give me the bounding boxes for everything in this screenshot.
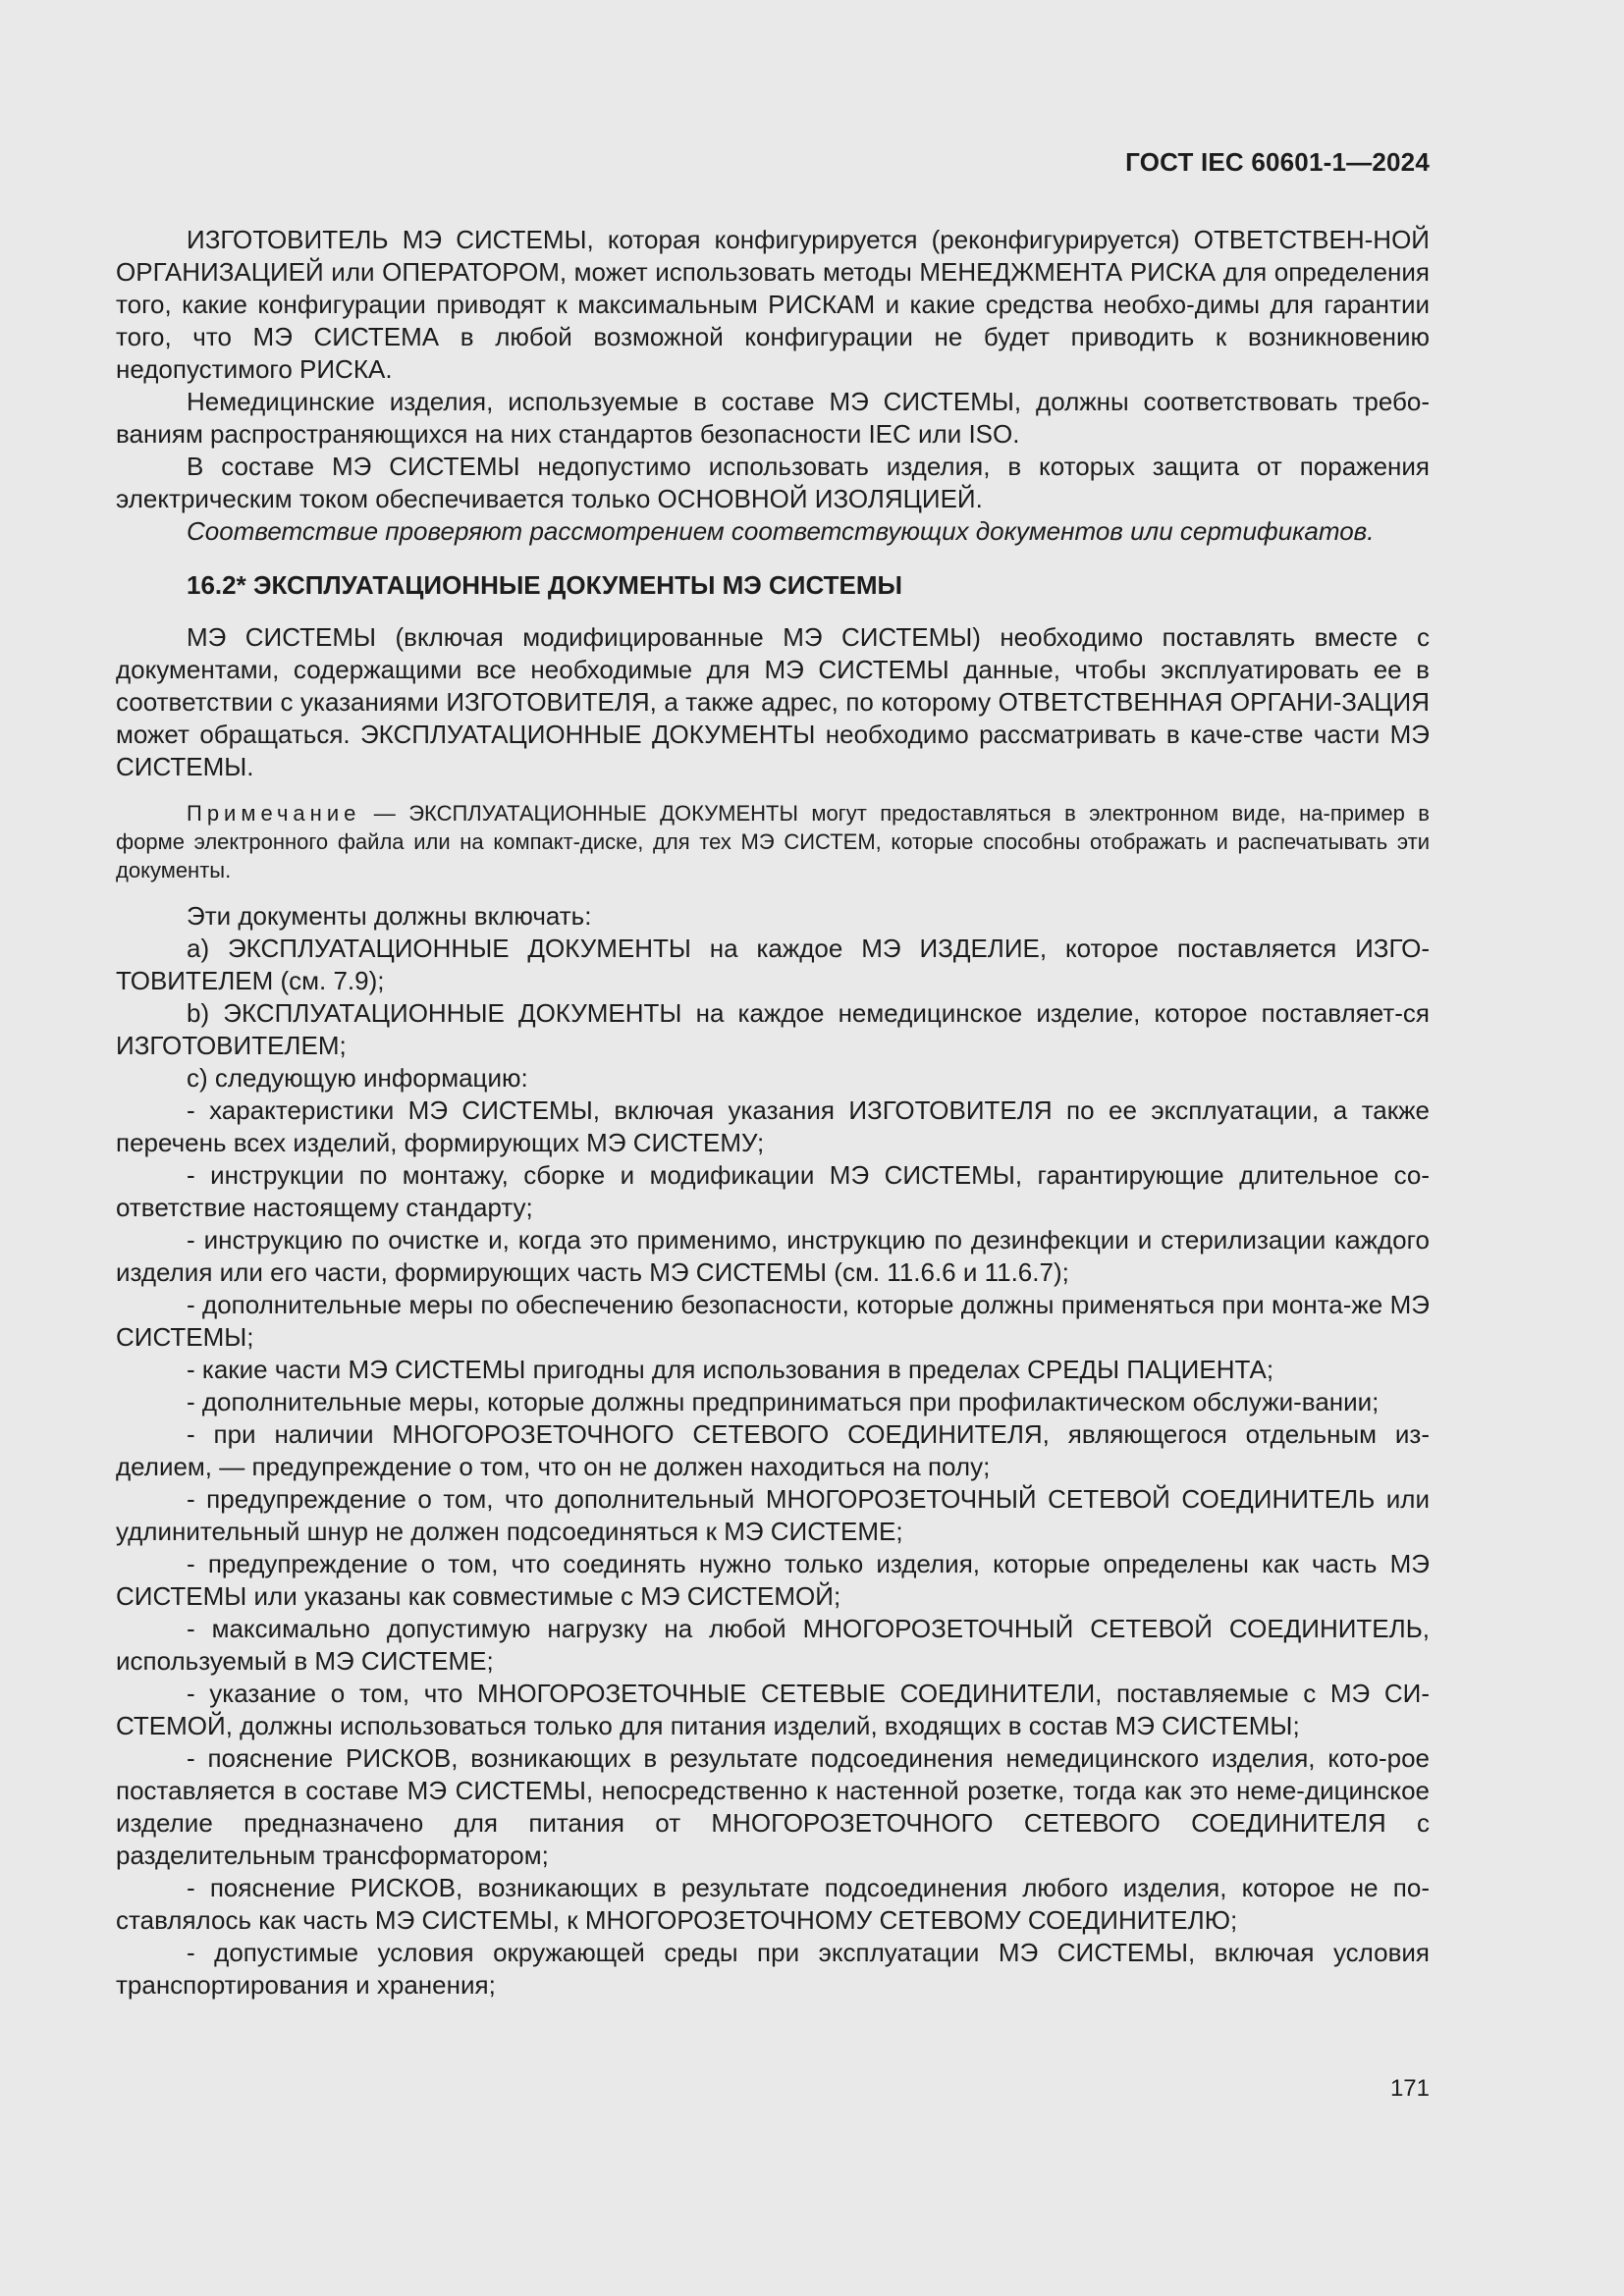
dash-item: - дополнительные меры, которые должны предприниматься при профилактическом обслужи-вании; [187, 1387, 1380, 1416]
compliance-statement: Соответствие проверяют рассмотрением соответствующих документов или сертификатов. [187, 516, 1375, 546]
list-item-a: a) ЭКСПЛУАТАЦИОННЫЕ ДОКУМЕНТЫ на каждое МЭ ИЗДЕЛИЕ, которое поставляется ИЗГО-ТОВИТЕЛЕМ (см. 7.9); [116, 934, 1430, 995]
dash-item: - инструкцию по очистке и, когда это применимо, инструкцию по дезинфекции и стерилизации каждого изделия или его части, формирующих часть МЭ СИСТЕМЫ (см. 11.6.6 и 11.6.7); [116, 1225, 1430, 1287]
note [116, 799, 1430, 884]
dash-item: - характеристики МЭ СИСТЕМЫ, включая указания ИЗГОТОВИТЕЛЯ по ее эксплуатации, а также перечень всех изделий, формирующих МЭ СИСТЕМУ; [116, 1095, 1430, 1157]
paragraph: МЭ СИСТЕМЫ (включая модифицированные МЭ СИСТЕМЫ) необходимо поставлять вместе с документами, содержащими все необходимые для МЭ СИСТЕМЫ данные, чтобы эксплуатировать ее в соответствии с указаниями ИЗГОТОВИТЕЛЯ, а также адрес, по которому ОТВЕТСТВЕННАЯ ОРГАНИ-ЗАЦИЯ может обращаться. ЭКСПЛУАТАЦИОННЫЕ ДОКУМЕНТЫ необходимо рассматривать в каче-стве части МЭ СИСТЕМЫ. [116, 622, 1430, 781]
note-text: — ЭКСПЛУАТАЦИОННЫЕ ДОКУМЕНТЫ могут предоставляться в электронном виде, на-пример в форме электронного файла или на компакт-диске, для тех МЭ СИСТЕМ, которые способны отображать и распечатывать эти документы. [116, 801, 1430, 882]
paragraph: Немедицинские изделия, используемые в составе МЭ СИСТЕМЫ, должны соответствовать требо-ваниям распространяющихся на них стандартов безопасности IEC или ISO. [116, 387, 1430, 449]
dash-item: - инструкции по монтажу, сборке и модификации МЭ СИСТЕМЫ, гарантирующие длительное со-ответствие настоящему стандарту; [116, 1160, 1430, 1222]
dash-item: - какие части МЭ СИСТЕМЫ пригодны для использования в пределах СРЕДЫ ПАЦИЕНТА; [187, 1355, 1274, 1384]
dash-item: - максимально допустимую нагрузку на любой МНОГОРОЗЕТОЧНЫЙ СЕТЕВОЙ СОЕДИНИТЕЛЬ, используемый в МЭ СИСТЕМЕ; [116, 1614, 1430, 1676]
paragraph: В составе МЭ СИСТЕМЫ недопустимо использовать изделия, в которых защита от поражения электрическим током обеспечивается только ОСНОВНОЙ ИЗОЛЯЦИЕЙ. [116, 452, 1430, 513]
dash-item: - допустимые условия окружающей среды при эксплуатации МЭ СИСТЕМЫ, включая условия транспортирования и хранения; [116, 1938, 1430, 2000]
document-body [116, 224, 1430, 2002]
page-header-standard: ГОСТ IEC 60601-1—2024 [1125, 147, 1430, 177]
paragraph: ИЗГОТОВИТЕЛЬ МЭ СИСТЕМЫ, которая конфигурируется (реконфигурируется) ОТВЕТСТВЕН-НОЙ ОРГАНИЗАЦИЕЙ или ОПЕРАТОРОМ, может использовать методы МЕНЕДЖМЕНТА РИСКА для определения того, какие конфигурации приводят к максимальным РИСКАМ и какие средства необхо-димы для гарантии того, что МЭ СИСТЕМА в любой возможной конфигурации не будет приводить к возникновению недопустимого РИСКА. [116, 225, 1430, 384]
note-label: Примечание [187, 801, 361, 826]
dash-item: - при наличии МНОГОРОЗЕТОЧНОГО СЕТЕВОГО СОЕДИНИТЕЛЯ, являющегося отдельным из-делием, — предупреждение о том, что он не должен находиться на полу; [116, 1419, 1430, 1481]
dash-item: - пояснение РИСКОВ, возникающих в результате подсоединения любого изделия, которое не по-ставлялось как часть МЭ СИСТЕМЫ, к МНОГОРОЗЕТОЧНОМУ СЕТЕВОМУ СОЕДИНИТЕЛЮ; [116, 1873, 1430, 1935]
list-item-c: c) следующую информацию: [187, 1063, 528, 1093]
dash-item: - предупреждение о том, что соединять нужно только изделия, которые определены как часть МЭ СИСТЕМЫ или указаны как совместимые с МЭ СИСТЕМОЙ; [116, 1549, 1430, 1611]
dash-item: - пояснение РИСКОВ, возникающих в результате подсоединения немедицинского изделия, кото-рое поставляется в составе МЭ СИСТЕМЫ, непосредственно к настенной розетке, тогда как это неме-дицинское изделие предназначено для питания от МНОГОРОЗЕТОЧНОГО СЕТЕВОГО СОЕДИНИТЕЛЯ с разделительным трансформатором; [116, 1743, 1430, 1870]
page-number: 171 [1389, 2075, 1430, 2102]
dash-item: - предупреждение о том, что дополнительный МНОГОРОЗЕТОЧНЫЙ СЕТЕВОЙ СОЕДИНИТЕЛЬ или удлинительный шнур не должен подсоединяться к МЭ СИСТЕМЕ; [116, 1484, 1430, 1546]
dash-item: - дополнительные меры по обеспечению безопасности, которые должны применяться при монта-же МЭ СИСТЕМЫ; [116, 1290, 1430, 1352]
paragraph: Эти документы должны включать: [187, 901, 592, 931]
list-item-b: b) ЭКСПЛУАТАЦИОННЫЕ ДОКУМЕНТЫ на каждое немедицинское изделие, которое поставляет-ся ИЗГОТОВИТЕЛЕМ; [116, 998, 1430, 1060]
section-heading: 16.2* ЭКСПЛУАТАЦИОННЫЕ ДОКУМЕНТЫ МЭ СИСТЕМЫ [187, 570, 902, 600]
dash-item: - указание о том, что МНОГОРОЗЕТОЧНЫЕ СЕТЕВЫЕ СОЕДИНИТЕЛИ, поставляемые с МЭ СИ-СТЕМОЙ, должны использоваться только для питания изделий, входящих в состав МЭ СИСТЕМЫ; [116, 1679, 1430, 1740]
